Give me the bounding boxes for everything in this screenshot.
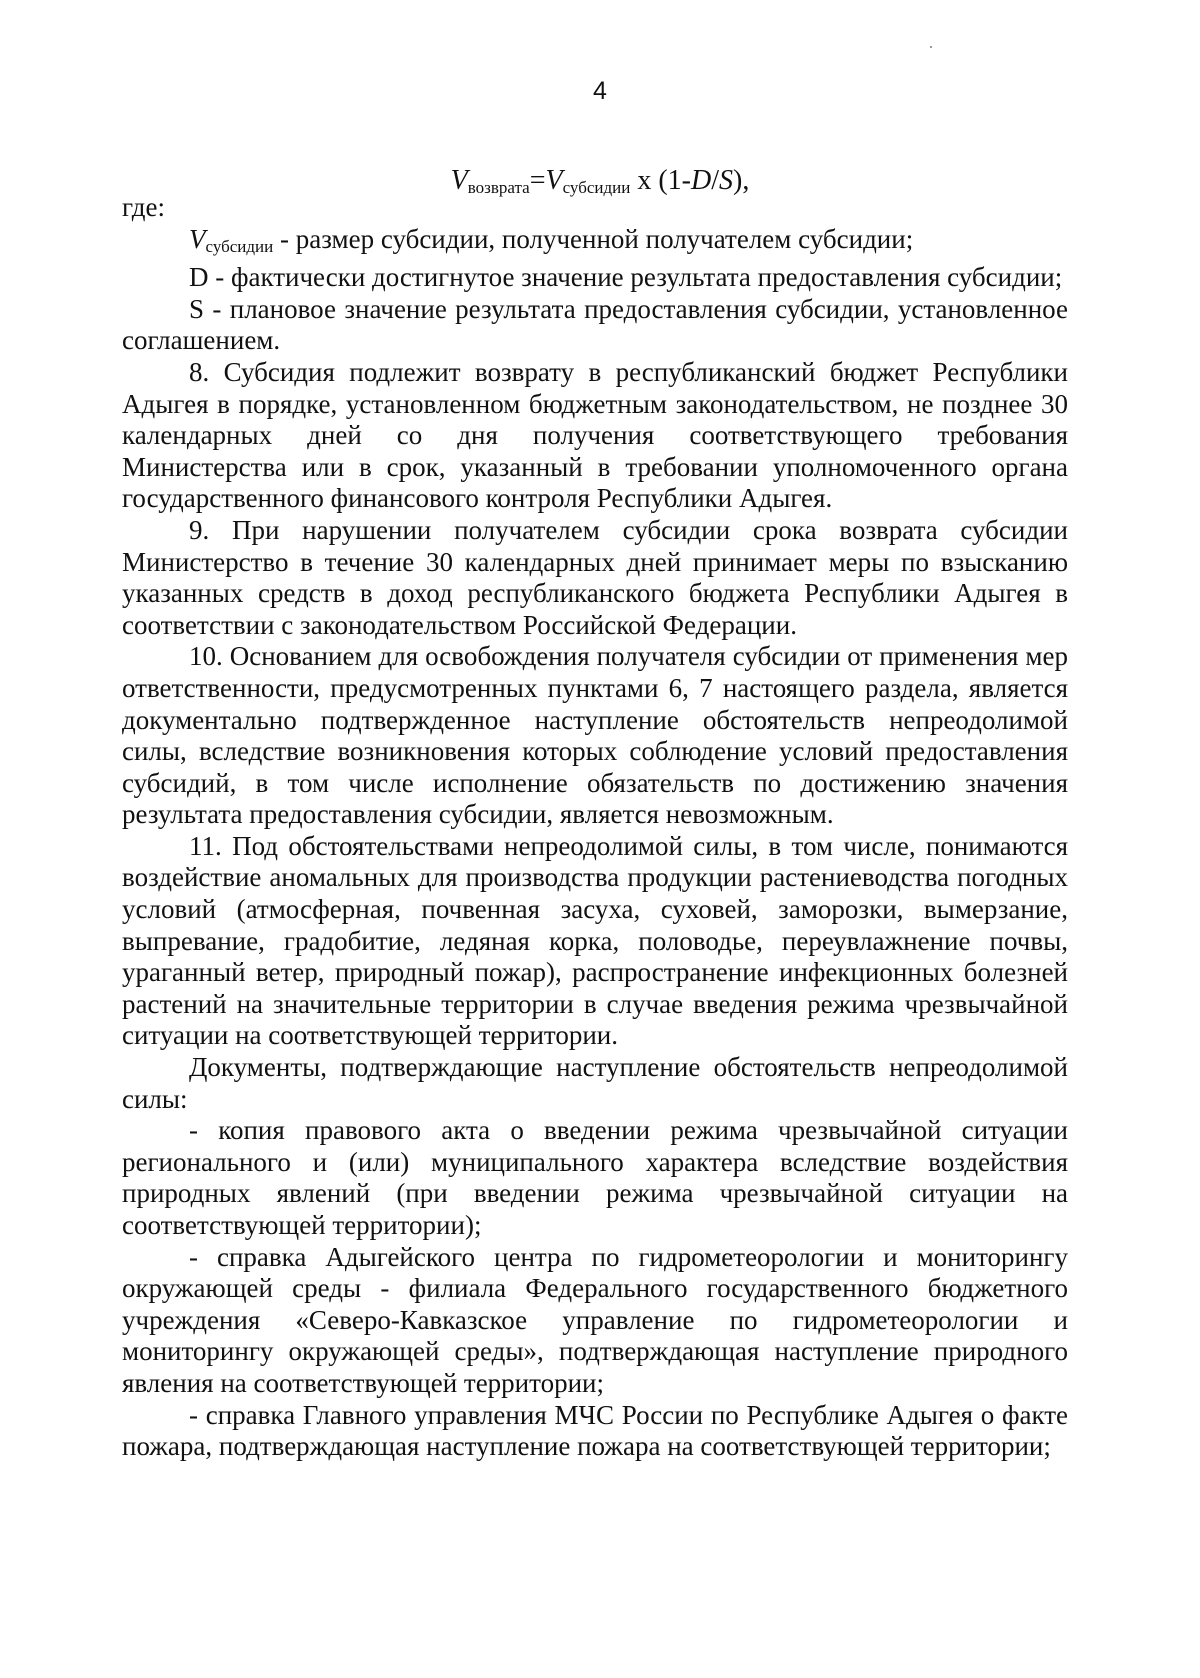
definition-s: S - плановое значение результата предоставления субсидии, установленное соглашением. bbox=[122, 293, 1068, 356]
page-number: 4 bbox=[593, 77, 607, 105]
formula-close: ), bbox=[733, 165, 750, 196]
document-item-emergency-act: - копия правового акта о введении режима чрезвычайной ситуации регионального и (или) муниципального характера вследствие воздействия природных явлений (при введении режима чрезвычайной ситуации на соответствующей территории); bbox=[122, 1115, 1068, 1240]
formula-v-subsidy: V bbox=[545, 165, 563, 196]
paragraph-11: 11. Под обстоятельствами непреодолимой силы, в том числе, понимаются воздействие аномальных для производства продукции растениеводства погодных условий (атмосферная, почвенная засуха, суховей, заморозки, вымерзание, выпревание, градобитие, ледяная корка, половодье, переувлажнение почвы, ураганный ветер, природный пожар), распространение инфекционных болезней растений на значительные территории в случае введения режима чрезвычайной ситуации на соответствующей территории. bbox=[122, 830, 1068, 1051]
documents-intro: Документы, подтверждающие наступление обстоятельств непреодолимой силы: bbox=[122, 1052, 1068, 1114]
formula-slash: / bbox=[711, 165, 720, 196]
formula-equals: = bbox=[529, 165, 546, 196]
formula-v-return: V bbox=[450, 165, 468, 196]
paragraph-8: 8. Субсидия подлежит возврату в республиканский бюджет Республики Адыгея в порядке, установленном бюджетным законодательством, не позднее 30 календарных дней со дня получения соответствующего требования Министерства или в срок, указанный в требовании уполномоченного органа государственного финансового контроля Республики Адыгея. bbox=[122, 356, 1068, 514]
definition-v-sub: субсидии bbox=[205, 236, 274, 256]
definition-v bbox=[122, 224, 1068, 263]
document-item-hydromet-certificate: - справка Адыгейского центра по гидрометеорологии и мониторингу окружающей среды - филиала Федерального государственного бюджетного учреждения «Северо-Кавказское управление по гидрометеорологии и мониторингу окружающей среды», подтверждающая наступление природного явления на соответствующей территории; bbox=[122, 1241, 1068, 1398]
formula-multiplier: x (1- bbox=[630, 165, 691, 196]
formula-sub-return: возврата bbox=[467, 178, 530, 197]
formula-sub-subsidy: субсидии bbox=[562, 178, 631, 197]
paragraph-9: 9. При нарушении получателем субсидии срока возврата субсидии Министерство в течение 30 календарных дней принимает меры по взысканию указанных средств в доход республиканского бюджета Республики Адыгея в соответствии с законодательством Российской Федерации. bbox=[122, 514, 1068, 640]
formula-s: S bbox=[719, 165, 734, 196]
document-body bbox=[122, 192, 1068, 1463]
definition-v-symbol: V bbox=[189, 223, 206, 254]
definition-d: D - фактически достигнутое значение результата предоставления субсидии; bbox=[189, 262, 1063, 293]
paragraph-10: 10. Основанием для освобождения получателя субсидии от применения мер ответственности, предусмотренных пунктами 6, 7 настоящего раздела, является документально подтвержденное наступление обстоятельств непреодолимой силы, вследствие возникновения которых соблюдение условий предоставления субсидий, в том числе исполнение обязательств по достижению значения результата предоставления субсидии, является невозможным. bbox=[122, 641, 1068, 830]
formula-d: D bbox=[691, 165, 712, 196]
where-label: где: bbox=[122, 192, 165, 222]
scan-speck bbox=[930, 46, 932, 48]
document-item-mchs-certificate: - справка Главного управления МЧС России по Республике Адыгея о факте пожара, подтверждающая наступление пожара на соответствующей территории; bbox=[122, 1399, 1068, 1462]
definition-v-text: - размер субсидии, полученной получателем субсидии; bbox=[273, 223, 914, 254]
